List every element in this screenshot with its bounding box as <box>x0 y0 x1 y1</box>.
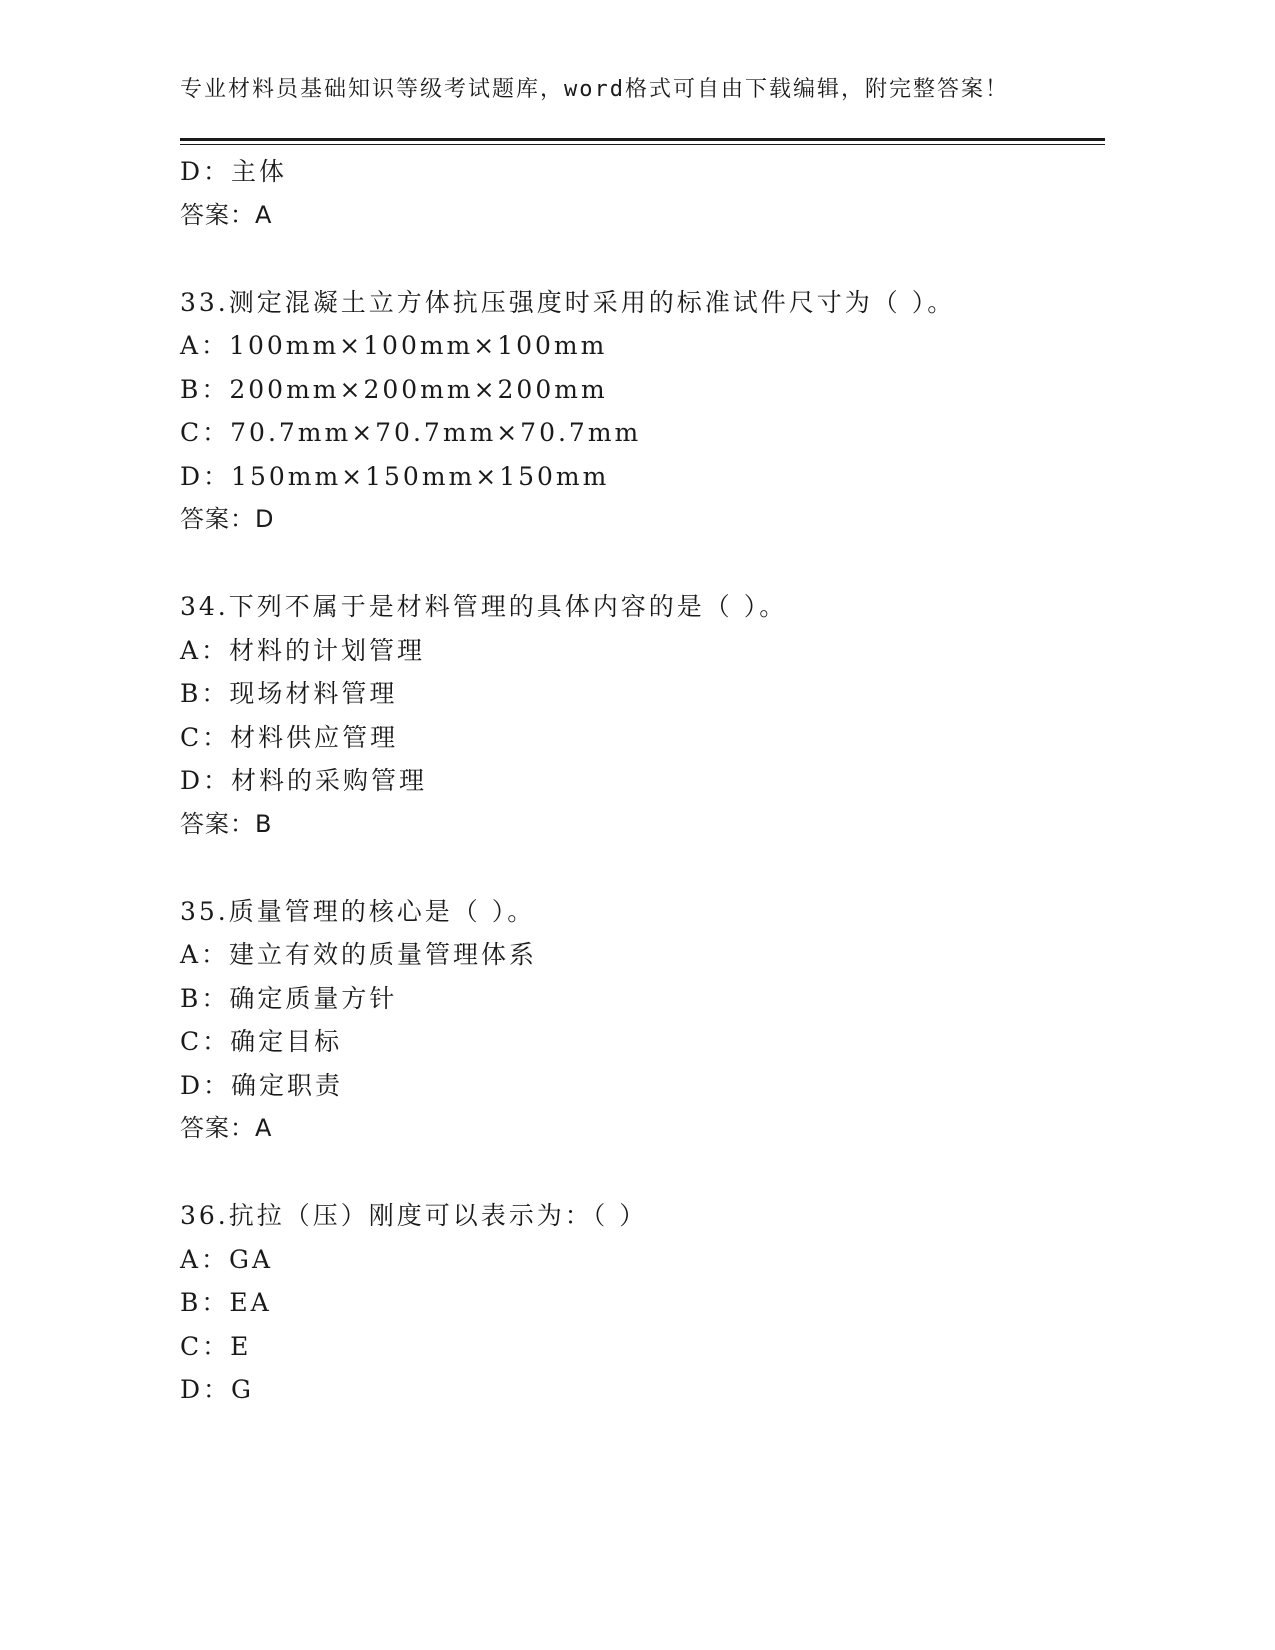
option-b: B：确定质量方针 <box>180 983 398 1013</box>
question-stem: 35.质量管理的核心是（ ）。 <box>180 896 536 926</box>
question-33 <box>180 281 1105 586</box>
question-list <box>180 150 1105 1412</box>
spacer <box>180 237 1105 281</box>
option-a: A：100mm×100mm×100mm <box>180 331 608 360</box>
option-a: A：材料的计划管理 <box>180 635 426 665</box>
question-stem: 33.测定混凝土立方体抗压强度时采用的标准试件尺寸为（ ）。 <box>180 287 956 317</box>
option-b: B：200mm×200mm×200mm <box>180 374 608 404</box>
header-rule-thin <box>180 144 1105 145</box>
option-c: C：70.7mm×70.7mm×70.7mm <box>180 418 642 447</box>
option-d: D：确定职责 <box>180 1070 344 1100</box>
answer-line: 答案：A <box>180 200 273 229</box>
option-b: B：现场材料管理 <box>180 679 398 708</box>
option-d: D：150mm×150mm×150mm <box>180 461 610 491</box>
spacer <box>180 542 1105 586</box>
option-a: A：GA <box>180 1244 274 1274</box>
option-d: D：主体 <box>180 157 288 186</box>
option-c: C：材料供应管理 <box>180 722 399 752</box>
question-stem: 34.下列不属于是材料管理的具体内容的是（ ）。 <box>180 592 788 621</box>
option-a: A：建立有效的质量管理体系 <box>180 940 538 969</box>
answer-line: 答案：D <box>180 505 275 533</box>
header-rule-thick <box>180 138 1105 141</box>
question-stem: 36.抗拉（压）刚度可以表示为：（ ） <box>180 1201 648 1230</box>
option-c: C：E <box>180 1331 252 1361</box>
spacer <box>180 1151 1105 1195</box>
answer-line: 答案：B <box>180 809 273 838</box>
option-d: D：G <box>180 1375 255 1404</box>
question-36 <box>180 1194 1105 1412</box>
answer-line: 答案：A <box>180 1114 273 1142</box>
question-35 <box>180 890 1105 1195</box>
question-34 <box>180 585 1105 890</box>
option-b: B：EA <box>180 1288 272 1317</box>
option-c: C：确定目标 <box>180 1027 343 1056</box>
option-d: D：材料的采购管理 <box>180 766 428 795</box>
spacer <box>180 846 1105 890</box>
document-header: 专业材料员基础知识等级考试题库，word格式可自由下载编辑，附完整答案！ <box>180 77 1009 102</box>
